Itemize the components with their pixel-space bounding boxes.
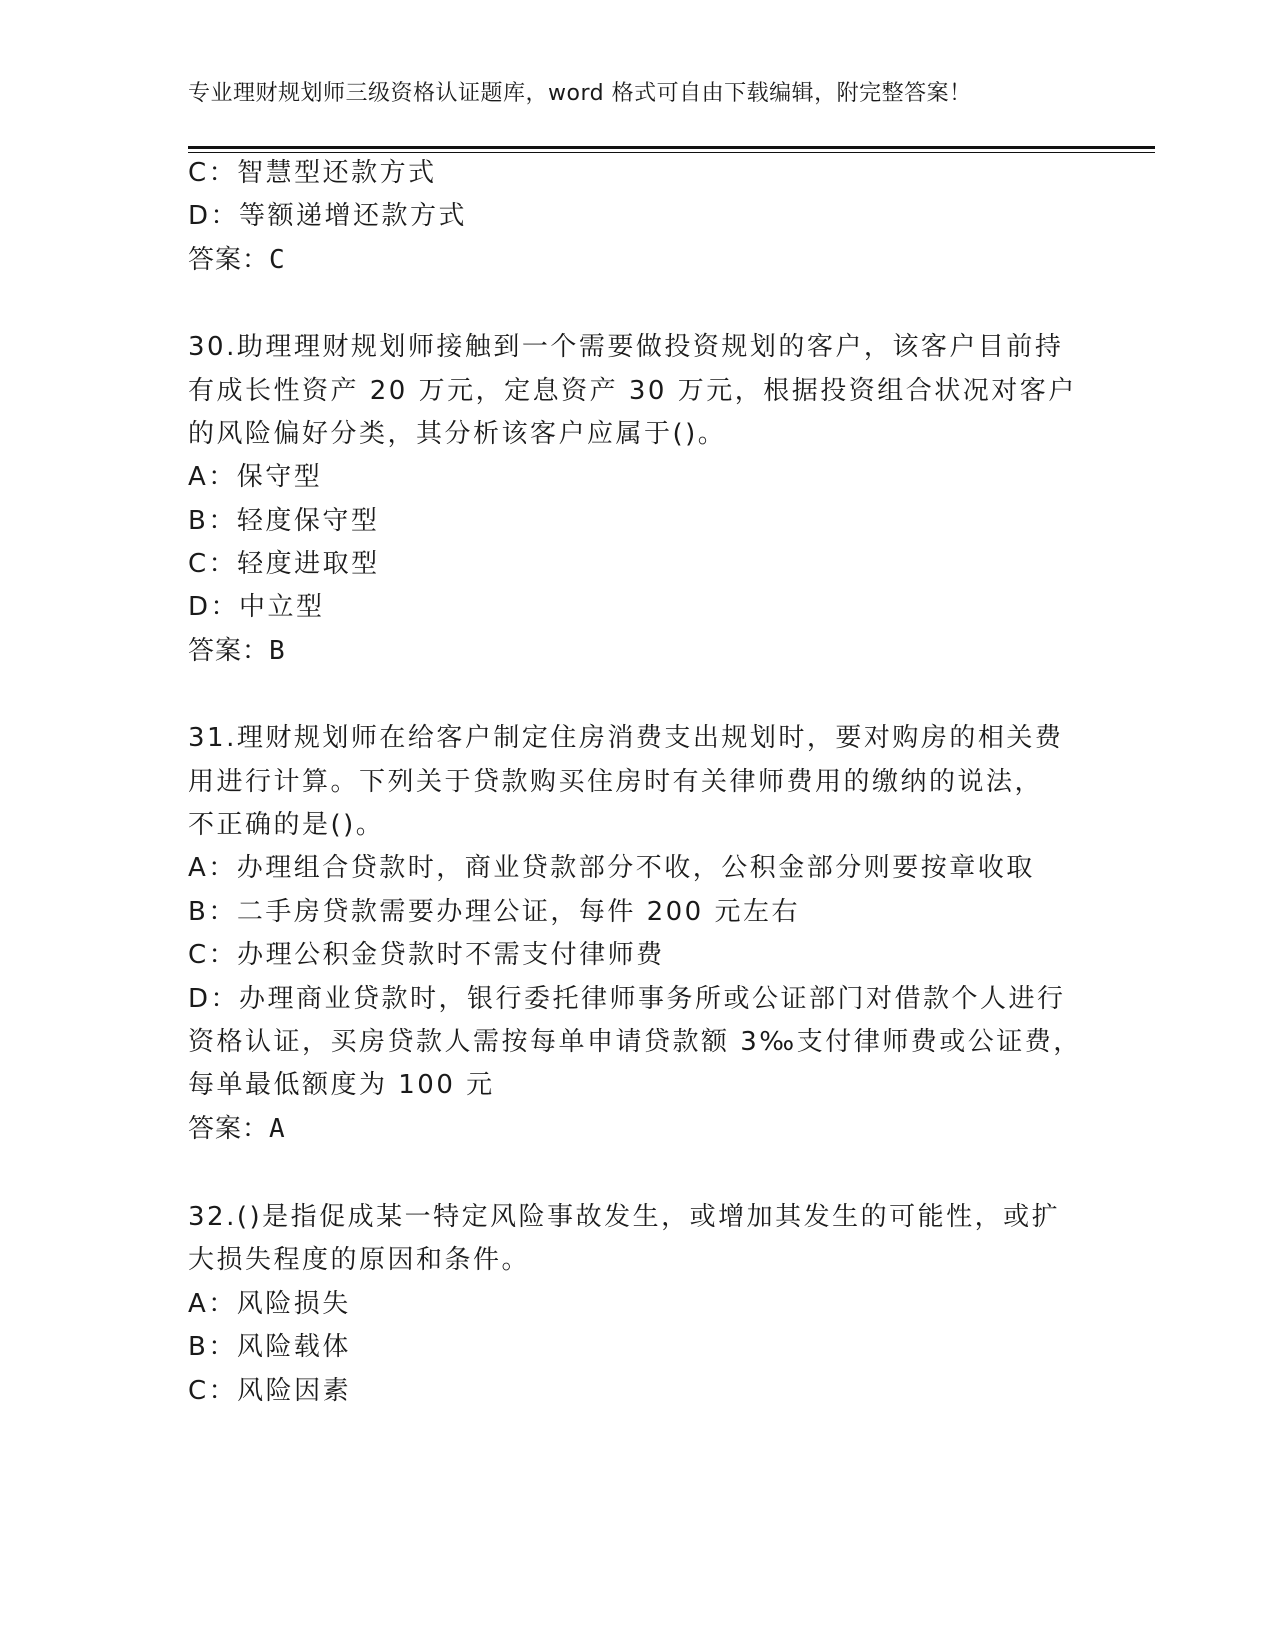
q30-answer: 答案：B (188, 636, 286, 666)
q30-stem-line-1: 30.助理理财规划师接触到一个需要做投资规划的客户，该客户目前持 (188, 332, 1064, 362)
q30-option-b: B：轻度保守型 (188, 506, 380, 536)
prev-option-c: C：智慧型还款方式 (188, 158, 437, 188)
q30-stem-line-3: 的风险偏好分类，其分析该客户应属于()。 (188, 419, 727, 449)
q31-option-a: A：办理组合贷款时，商业贷款部分不收，公积金部分则要按章收取 (188, 853, 1035, 883)
q32-option-c: C：风险因素 (188, 1376, 352, 1406)
q32-stem-line-2: 大损失程度的原因和条件。 (188, 1245, 531, 1275)
q31-option-d-line-1: D：办理商业贷款时，银行委托律师事务所或公证部门对借款个人进行 (188, 984, 1066, 1014)
prev-option-d: D：等额递增还款方式 (188, 201, 468, 231)
q31-stem-line-1: 31.理财规划师在给客户制定住房消费支出规划时，要对购房的相关费 (188, 723, 1064, 753)
header-rule-thin (188, 152, 1155, 153)
q31-option-b: B：二手房贷款需要办理公证，每件 200 元左右 (188, 897, 800, 927)
header-rule-thick (188, 146, 1155, 149)
q32-option-b: B：风险载体 (188, 1332, 351, 1362)
q31-option-d-line-2: 资格认证，买房贷款人需按每单申请贷款额 3‰支付律师费或公证费， (188, 1027, 1082, 1057)
q31-answer: 答案：A (188, 1114, 286, 1144)
q30-option-c: C：轻度进取型 (188, 549, 380, 579)
q32-option-a: A：风险损失 (188, 1289, 351, 1319)
q31-option-d-line-3: 每单最低额度为 100 元 (188, 1070, 495, 1100)
q30-option-a: A：保守型 (188, 462, 323, 492)
q31-stem-line-2: 用进行计算。下列关于贷款购买住房时有关律师费用的缴纳的说法， (188, 767, 1044, 797)
q32-stem-line-1: 32.()是指促成某一特定风险事故发生，或增加其发生的可能性，或扩 (188, 1202, 1061, 1232)
q30-option-d: D：中立型 (188, 592, 325, 622)
page-header: 专业理财规划师三级资格认证题库，word 格式可自由下载编辑，附完整答案！ (188, 81, 972, 106)
prev-answer: 答案：C (188, 245, 286, 275)
q31-option-c: C：办理公积金贷款时不需支付律师费 (188, 940, 665, 970)
q31-stem-line-3: 不正确的是()。 (188, 810, 385, 840)
q30-stem-line-2: 有成长性资产 20 万元，定息资产 30 万元，根据投资组合状况对客户 (188, 376, 1077, 406)
